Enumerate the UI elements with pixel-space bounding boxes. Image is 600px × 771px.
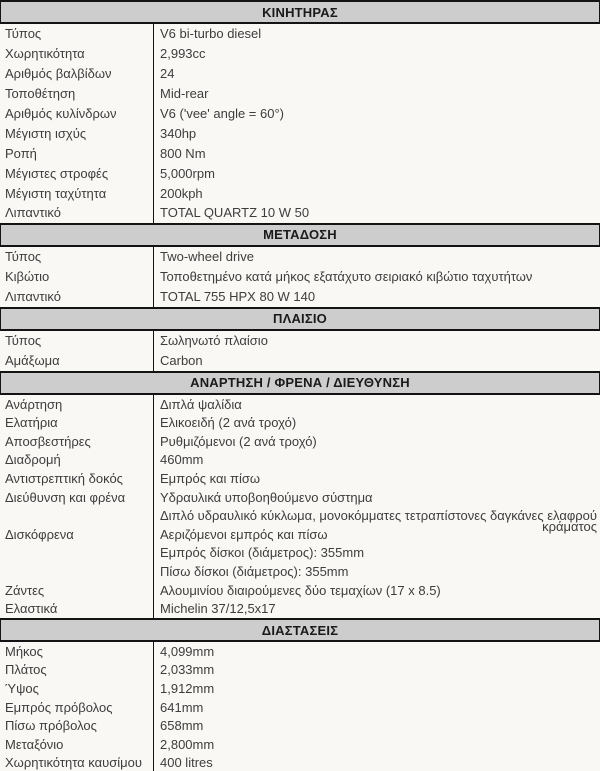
row-value-text: Michelin 37/12,5x17 <box>160 601 276 617</box>
row-value <box>153 679 600 698</box>
row-label: Αμάξωμα <box>5 353 60 369</box>
row-label: Αντιστρεπτική δοκός <box>5 471 123 487</box>
section-header <box>0 223 600 247</box>
row-label: Τύπος <box>5 26 42 42</box>
row-value-text: Αεριζόμενοι εμπρός και πίσω <box>160 526 328 542</box>
spec-section-4 <box>0 371 600 618</box>
section-rows <box>0 395 600 618</box>
row-value <box>153 525 600 544</box>
row-value-text: 2,800mm <box>160 736 215 752</box>
section-title: ΔΙΑΣΤΑΣΕΙΣ <box>261 622 339 638</box>
row-label: Λιπαντικό <box>5 205 61 221</box>
row-label: Λιπαντικό <box>5 289 61 305</box>
table-row <box>0 754 600 771</box>
row-label: Αποσβεστήρες <box>5 433 91 449</box>
row-label: Ανάρτηση <box>5 396 63 412</box>
row-label: Μέγιστες στροφές <box>5 165 109 181</box>
row-value-text: Διπλά ψαλίδια <box>160 396 242 412</box>
row-value-text: 1,912mm <box>160 681 215 697</box>
row-label: Ζάντες <box>5 582 45 598</box>
row-label: Μέγιστη ισχύς <box>5 125 87 141</box>
section-title: ΠΛΑΙΣΙΟ <box>273 311 327 327</box>
section-rows <box>0 24 600 223</box>
row-label: Χωρητικότητα <box>5 46 85 62</box>
table-row <box>0 163 600 183</box>
row-value-text: 460mm <box>160 452 204 468</box>
row-label: Τύπος <box>5 333 42 349</box>
row-label: Πλάτος <box>5 662 47 678</box>
row-value <box>153 754 600 771</box>
row-value <box>153 247 600 267</box>
row-value-text: Αλουμινίου διαιρούμενες δύο τεμαχίων (17 x 8.5) <box>160 582 441 598</box>
row-label: Διεύθυνση και φρένα <box>5 489 126 505</box>
table-row <box>0 104 600 124</box>
row-value-text: 200kph <box>160 185 203 201</box>
row-value-text: Carbon <box>160 353 203 369</box>
row-label: Εμπρός πρόβολος <box>5 699 113 715</box>
row-value <box>153 183 600 203</box>
section-header <box>0 0 600 24</box>
section-header <box>0 371 600 395</box>
row-value-text: Διπλό υδραυλικό κύκλωμα, μονοκόμματες τετραπίστονες δαγκάνες ελαφρού <box>160 508 598 524</box>
table-row <box>0 525 600 544</box>
row-value <box>153 432 600 451</box>
table-row <box>0 432 600 451</box>
row-label: Τύπος <box>5 249 42 265</box>
table-row <box>0 247 600 267</box>
spec-section-5 <box>0 618 600 771</box>
row-value <box>153 84 600 104</box>
table-row <box>0 24 600 44</box>
row-value-text: Εμπρός δίσκοι (διάμετρος): 355mm <box>160 545 365 561</box>
table-row <box>0 451 600 470</box>
row-value <box>153 469 600 488</box>
row-label: Αριθμός βαλβίδων <box>5 66 112 82</box>
table-row <box>0 679 600 698</box>
row-value-text: 2,993cc <box>160 46 206 62</box>
row-value-text: Σωληνωτό πλαίσιο <box>160 333 268 349</box>
spec-section-2 <box>0 223 600 307</box>
row-label: Τοποθέτηση <box>5 86 76 102</box>
table-row <box>0 64 600 84</box>
row-value-text: 24 <box>160 66 175 82</box>
table-row <box>0 581 600 600</box>
row-label: Δισκόφρενα <box>5 526 74 542</box>
row-value <box>153 163 600 183</box>
table-row <box>0 469 600 488</box>
row-label: Ύψος <box>5 681 39 697</box>
table-row <box>0 599 600 618</box>
row-value <box>153 267 600 287</box>
table-row <box>0 414 600 433</box>
row-label: Κιβώτιο <box>5 269 50 285</box>
table-row <box>0 267 600 287</box>
row-value <box>153 488 600 507</box>
row-value-wrapped-word: κράματος <box>542 519 597 535</box>
row-label: Ελατήρια <box>5 415 58 431</box>
section-rows <box>0 331 600 371</box>
row-value <box>153 143 600 163</box>
table-row <box>0 203 600 223</box>
row-value-text: Mid-rear <box>160 86 209 102</box>
row-value <box>153 451 600 470</box>
row-value <box>153 414 600 433</box>
section-rows <box>0 247 600 307</box>
row-value-text: 641mm <box>160 699 204 715</box>
table-row <box>0 562 600 581</box>
row-value <box>153 64 600 84</box>
row-label: Ροπή <box>5 145 37 161</box>
row-value <box>153 599 600 618</box>
row-label: Ελαστικά <box>5 601 58 617</box>
table-row <box>0 661 600 680</box>
row-value-text: TOTAL 755 HPX 80 W 140 <box>160 289 316 305</box>
row-value <box>153 698 600 717</box>
row-value <box>153 544 600 563</box>
row-value-text: 340hp <box>160 125 197 141</box>
row-value <box>153 203 600 223</box>
table-row <box>0 351 600 371</box>
row-label: Μεταξόνιο <box>5 736 64 752</box>
row-value <box>153 44 600 64</box>
row-value <box>153 642 600 661</box>
row-label: Χωρητικότητα καυσίμου <box>5 755 143 771</box>
row-label: Διαδρομή <box>5 452 61 468</box>
row-value <box>153 104 600 124</box>
table-row <box>0 183 600 203</box>
table-row <box>0 735 600 754</box>
spec-section-1 <box>0 0 600 223</box>
row-value-text: V6 ('vee' angle = 60°) <box>160 106 284 121</box>
row-value-text: 658mm <box>160 718 204 734</box>
section-header <box>0 618 600 642</box>
row-value-text: Ελικοειδή (2 ανά τροχό) <box>160 415 297 431</box>
row-value-text: TOTAL QUARTZ 10 W 50 <box>160 205 310 221</box>
table-row <box>0 395 600 414</box>
row-value-text: Ρυθμιζόμενοι (2 ανά τροχό) <box>160 433 317 449</box>
row-value <box>153 287 600 307</box>
row-value-text: 800 Nm <box>160 145 206 161</box>
row-value <box>153 123 600 143</box>
section-title: ΑΝΑΡΤΗΣΗ / ΦΡΕΝΑ / ΔΙΕΥΘΥΝΣΗ <box>190 375 410 391</box>
row-value <box>153 661 600 680</box>
table-row <box>0 544 600 563</box>
row-value <box>153 24 600 44</box>
row-value-text: 2,033mm <box>160 662 215 678</box>
spec-section-3 <box>0 307 600 371</box>
row-value-text: Εμπρός και πίσω <box>160 471 261 487</box>
table-row <box>0 331 600 351</box>
row-value <box>153 581 600 600</box>
row-value-text: Two-wheel drive <box>160 249 254 265</box>
row-value-text: Υδραυλικά υποβοηθούμενο σύστημα <box>160 489 373 505</box>
row-label: Μήκος <box>5 643 43 659</box>
table-row <box>0 287 600 307</box>
row-value-text: Τοποθετημένο κατά μήκος εξατάχυτο σειριακό κιβώτιο ταχυτήτων <box>160 269 533 285</box>
row-value-text: 4,099mm <box>160 643 215 659</box>
row-value <box>153 716 600 735</box>
table-row <box>0 698 600 717</box>
table-row <box>0 488 600 507</box>
section-header <box>0 307 600 331</box>
table-row <box>0 716 600 735</box>
table-row <box>0 84 600 104</box>
row-value <box>153 395 600 414</box>
section-title: ΚΙΝΗΤΗΡΑΣ <box>262 4 338 20</box>
table-row <box>0 642 600 661</box>
row-value-text: Πίσω δίσκοι (διάμετρος): 355mm <box>160 564 349 580</box>
row-value <box>153 351 600 371</box>
row-value-text: 400 litres <box>160 755 213 771</box>
section-title: ΜΕΤΑΔΟΣΗ <box>263 227 337 243</box>
row-value <box>153 331 600 351</box>
row-value <box>153 735 600 754</box>
row-label: Πίσω πρόβολος <box>5 718 97 734</box>
row-value-text: V6 bi-turbo diesel <box>160 26 262 42</box>
section-rows <box>0 642 600 771</box>
row-label: Μέγιστη ταχύτητα <box>5 185 107 201</box>
table-row <box>0 123 600 143</box>
row-value-text: 5,000rpm <box>160 165 215 181</box>
table-row <box>0 44 600 64</box>
table-row <box>0 143 600 163</box>
row-value <box>153 562 600 581</box>
row-label: Αριθμός κυλίνδρων <box>5 106 117 121</box>
